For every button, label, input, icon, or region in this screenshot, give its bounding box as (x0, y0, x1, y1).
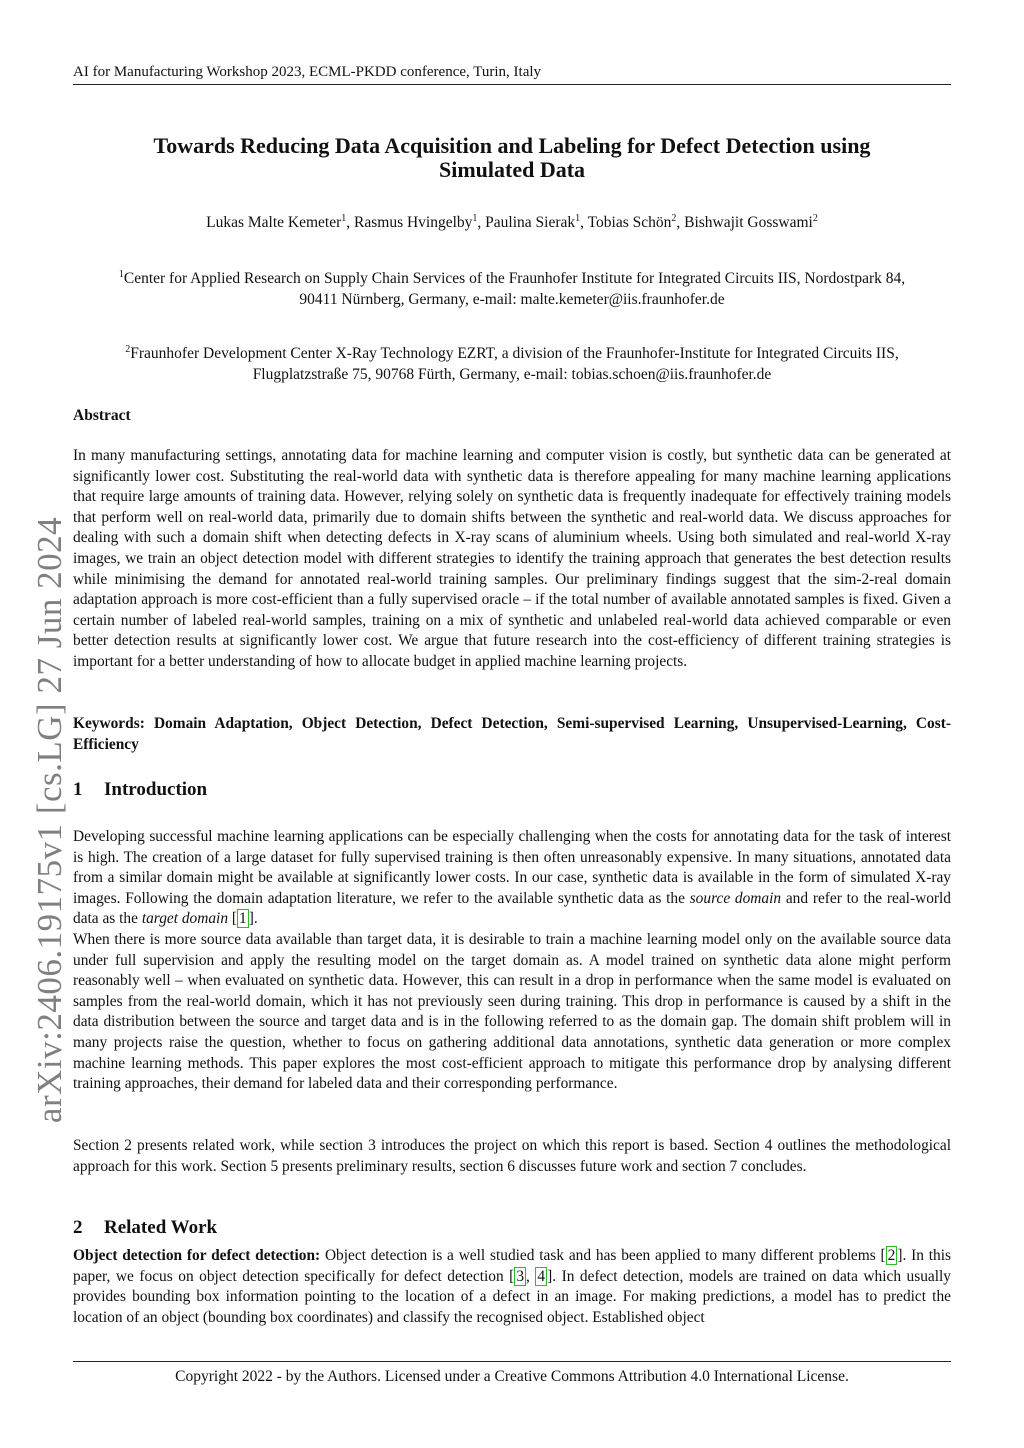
section-heading-related-work (73, 1217, 217, 1239)
affiliation-line: Flugplatzstraße 75, 90768 Fürth, Germany, e-mail: tobias.schoen@iis.fraunhofer.de (252, 366, 772, 383)
intro-paragraph-1 (73, 827, 951, 930)
author: Lukas Malte Kemeter (206, 214, 342, 231)
citation-link[interactable]: 1 (239, 910, 247, 928)
running-header: AI for Manufacturing Workshop 2023, ECML-PKDD conference, Turin, Italy (73, 62, 951, 85)
footer-divider (73, 1361, 951, 1362)
text-run: ]. (248, 910, 258, 928)
paper-title (73, 134, 951, 182)
paragraph-lead: Object detection for defect detection: (73, 1247, 321, 1264)
author: Bishwajit Gosswami (684, 214, 813, 231)
section-heading-introduction (73, 779, 207, 801)
author-list: Lukas Malte Kemeter$^1$, Rasmus Hvingelby$^1$, Paulina Sierak$^1$, Tobias Schön$^2$, Bishwajit Gosswami$^2$ (206, 212, 818, 231)
affiliation-line: Fraunhofer Development Center X-Ray Technology EZRT, a division of the Fraunhofer-Institute for Integrated Circuits IIS, (130, 345, 899, 362)
author: Paulina Sierak (485, 214, 576, 231)
affiliation-2 (73, 343, 951, 385)
emphasis-source-domain: source domain (689, 889, 782, 907)
abstract-heading: Abstract (73, 407, 131, 424)
citation-link[interactable]: 3 (516, 1267, 525, 1285)
affiliation-1 (73, 268, 951, 310)
affiliation-line: Center for Applied Research on Supply Chain Services of the Fraunhofer Institute for Integrated Circuits IIS, Nordostpark 84, (123, 270, 906, 287)
citation-link[interactable]: 4 (537, 1267, 546, 1285)
affiliation-mark: 1 (118, 268, 124, 280)
author-affiliation-mark: 1 (472, 212, 478, 224)
section-number: 2 (73, 1217, 83, 1238)
author: Rasmus Hvingelby (354, 214, 473, 231)
intro-paragraph-3: Section 2 presents related work, while section 3 introduces the project on which this report is based. Section 4 outlines the methodological approach for this work. Section 5 presents preliminary results, section 6 discusses future work and section 7 concludes. (73, 1137, 951, 1175)
section-title: Introduction (104, 779, 208, 800)
text-run: and refer to the real-world data as the (73, 889, 951, 928)
text-run: [ (228, 910, 238, 928)
emphasis-target-domain: target domain (141, 910, 229, 928)
text-run: ]. In this paper, we focus on object detection specifically for defect detection [ (73, 1247, 951, 1285)
text-run: Developing successful machine learning applications can be especially challenging when the costs for annotating data for the task of interest is high. The creation of a large dataset for fully supervised training is then often unreasonably expensive. In many situations, annotated data from a similar domain might be available at significantly lower costs. In our case, synthetic data is available in the form of simulated X-ray images. Following the domain adaptation literature, we refer to the available synthetic data as the (73, 828, 951, 907)
author-affiliation-mark: 2 (671, 212, 677, 224)
affiliation-line: 90411 Nürnberg, Germany, e-mail: malte.kemeter@iis.fraunhofer.de (299, 291, 725, 308)
title-line-2: Simulated Data (438, 157, 586, 182)
author: Tobias Schön (587, 214, 672, 231)
author-affiliation-mark: 1 (575, 212, 581, 224)
title-line-1: Towards Reducing Data Acquisition and Labeling for Defect Detection using (153, 133, 871, 158)
copyright-footer: Copyright 2022 - by the Authors. Licensed under a Creative Commons Attribution 4.0 International License. (175, 1368, 849, 1385)
section-title: Related Work (104, 1217, 218, 1238)
intro-paragraph-2: When there is more source data available than target data, it is desirable to train a machine learning model only on the available source data under full supervision and apply the resulting model on the target domain as. A model trained on synthetic data alone might perform reasonably well – when evaluated on synthetic data. However, this can result in a drop in performance when the same model is evaluated on samples from the real-world domain, which it has not previously seen during training. This drop in performance is caused by a shift in the data distribution between the source and target data and is in the following referred to as the domain gap. The domain shift problem will in many projects raise the question, whether to focus on gathering additional data annotations, synthetic data generation or more complex machine learning methods. This paper explores the most cost-efficient approach to mitigate this performance drop by analysing different training approaches, their demand for labeled data and their corresponding performance. (73, 931, 951, 1093)
section-number: 1 (73, 779, 83, 800)
text-run: , (526, 1267, 536, 1285)
author-affiliation-mark: 1 (341, 212, 347, 224)
keywords-label: Keywords: (73, 715, 145, 732)
related-paragraph (73, 1246, 951, 1328)
author-affiliation-mark: 2 (812, 212, 818, 224)
arxiv-identifier: arXiv:2406.19175v1 [cs.LG] 27 Jun 2024 (30, 516, 69, 1124)
citation-link[interactable]: 2 (887, 1247, 896, 1264)
keywords (73, 714, 951, 755)
keywords-list: Domain Adaptation, Object Detection, Defect Detection, Semi-supervised Learning, Unsupervised-Learning, Cost-Efficiency (73, 715, 951, 753)
text-run: Object detection is a well studied task and has been applied to many different problems [ (320, 1247, 886, 1264)
abstract-text: In many manufacturing settings, annotating data for machine learning and computer vision is costly, but synthetic data can be generated at significantly lower cost. Substituting the real-world data with synthetic data is therefore appealing for many machine learning applications that require large amounts of training data. However, relying solely on synthetic data is frequently inadequate for effectively training models that perform well on real-world data, primarily due to domain shifts between the synthetic and real-world data. We discuss approaches for dealing with such a domain shift when detecting defects in X-ray scans of aluminium wheels. Using both simulated and real-world X-ray images, we train an object detection model with different strategies to identify the training approach that generates the best detection results while minimising the demand for annotated real-world training samples. Our preliminary findings suggest that the sim-2-real domain adaptation approach is more cost-efficient than a fully supervised oracle – if the total number of available annotated samples is fixed. Given a certain number of labeled real-world samples, training on a mix of synthetic and unlabeled real-world data achieved comparable or even better detection results at significantly lower cost. We argue that future research into the cost-efficiency of different training strategies is important for a better understanding of how to allocate budget in applied machine learning projects. (73, 447, 951, 670)
text-run: ]. In defect detection, models are trained on data which usually provides bounding box information pointing to the location of a defect in an image. For making predictions, a model has to predict the location of an object (bounding box coordinates) and classify the recognised object. Established object (73, 1267, 952, 1326)
affiliation-mark: 2 (125, 343, 131, 355)
